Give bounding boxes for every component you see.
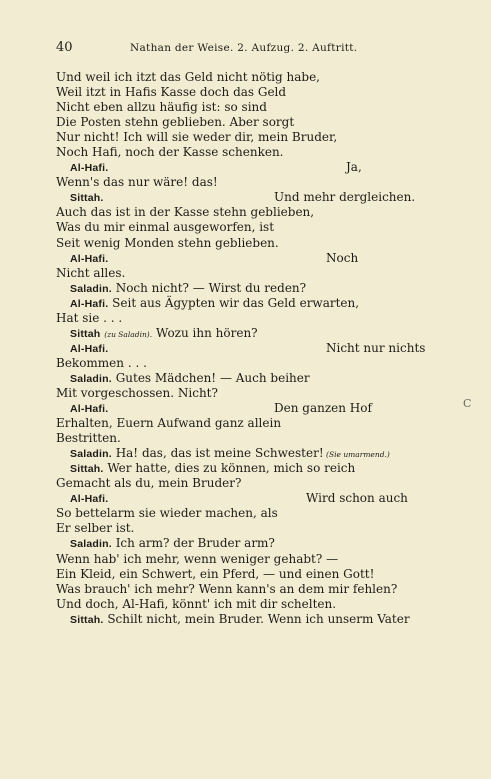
speech-line <box>56 296 476 311</box>
verse-text: Wer hatte, dies zu können, mich so reich <box>103 461 356 476</box>
verse-text: Nicht nur nichts <box>326 340 426 355</box>
speaker-name: Al-Hafi. <box>70 342 109 355</box>
speech-line <box>56 326 476 341</box>
margin-mark: C <box>463 397 472 410</box>
page-number: 40 <box>56 40 73 55</box>
speech-line <box>56 371 476 386</box>
verse-text: Wird schon auch <box>306 491 408 506</box>
verse-line: Seit wenig Monden stehn geblieben. <box>56 235 279 250</box>
speech-line <box>56 341 476 356</box>
verse-line: Nicht eben allzu häufig ist: so sind <box>56 100 267 115</box>
verse-line: Die Posten stehn geblieben. Aber sorgt <box>56 115 295 130</box>
speech-line <box>56 190 476 205</box>
speaker-name: Al-Hafi. <box>70 297 109 310</box>
verse-line: Noch Hafi, noch der Kasse schenken. <box>56 145 284 160</box>
speech-line <box>56 281 476 296</box>
speaker-name: Sittah <box>70 327 101 340</box>
verse-line: Bekommen . . . <box>56 355 147 370</box>
speech-line <box>56 536 476 551</box>
stage-direction: (Sie umarmend.) <box>323 450 390 460</box>
speech-line <box>56 461 476 476</box>
speech-line <box>56 251 476 266</box>
speaker-name: Saladin. <box>70 448 112 461</box>
verse-text: Seit aus Ägypten wir das Geld erwarten, <box>108 295 360 310</box>
verse-line: So bettelarm sie wieder machen, als <box>56 506 278 521</box>
running-head: Nathan der Weise. 2. Aufzug. 2. Auftritt. <box>130 42 358 54</box>
speaker-name: Saladin. <box>70 538 112 551</box>
verse-text: Noch nicht? — Wirst du reden? <box>111 280 307 295</box>
speaker-name: Al-Hafi. <box>70 252 109 265</box>
verse-line: Nur nicht! Ich will sie weder dir, mein Bruder, <box>56 130 338 145</box>
verse-line: Und weil ich itzt das Geld nicht nötig habe, <box>56 70 320 84</box>
speaker-name: Saladin. <box>70 372 112 385</box>
verse-line: Er selber ist. <box>56 521 135 536</box>
speaker-name: Sittah. <box>70 463 104 476</box>
verse-line: Gemacht als du, mein Bruder? <box>56 476 242 491</box>
speaker-name: Al-Hafi. <box>70 162 109 175</box>
verse-line: Wenn hab' ich mehr, wenn weniger gehabt? — <box>56 551 339 566</box>
verse-text: Gutes Mädchen! — Auch beiher <box>111 370 310 385</box>
verse-text: Noch <box>326 250 359 265</box>
verse-line: Ein Kleid, ein Schwert, ein Pferd, — und einen Gott! <box>56 566 375 581</box>
verse-text: Und mehr dergleichen. <box>274 190 416 205</box>
verse-text: Wozu ihn hören? <box>152 325 258 340</box>
verse-text: Ja, <box>346 160 362 175</box>
speech-line <box>56 446 476 461</box>
speech-line <box>56 401 476 416</box>
verse-line: Und doch, Al-Hafi, könnt' ich mit dir schelten. <box>56 596 337 611</box>
speaker-name: Al-Hafi. <box>70 403 109 416</box>
verse-line: Was brauch' ich mehr? Wenn kann's an dem mir fehlen? <box>56 581 398 596</box>
verse-line: Was du mir einmal ausgeworfen, ist <box>56 220 275 235</box>
speaker-name: Saladin. <box>70 282 112 295</box>
verse-text: Den ganzen Hof <box>274 401 372 416</box>
play-text <box>56 70 476 627</box>
speaker-name: Al-Hafi. <box>70 493 109 506</box>
speech-line <box>56 612 476 627</box>
verse-line: Erhalten, Euern Aufwand ganz allein <box>56 416 282 431</box>
verse-text: Schilt nicht, mein Bruder. Wenn ich unserm Vater <box>103 611 410 626</box>
speaker-name: Sittah. <box>70 192 104 205</box>
verse-line: Auch das ist in der Kasse stehn geblieben, <box>56 205 315 220</box>
speech-line <box>56 491 476 506</box>
stage-direction: (zu Saladin). <box>104 329 153 339</box>
verse-text: Ha! das, das ist meine Schwester! <box>111 446 324 461</box>
verse-line: Wenn's das nur wäre! das! <box>56 175 218 190</box>
verse-line: Hat sie . . . <box>56 310 123 325</box>
verse-line: Bestritten. <box>56 431 121 446</box>
speaker-name: Sittah. <box>70 613 104 626</box>
speech-line <box>56 160 476 175</box>
verse-text: Ich arm? der Bruder arm? <box>111 536 275 551</box>
verse-line: Nicht alles. <box>56 265 126 280</box>
page-header <box>56 40 456 60</box>
verse-line: Mit vorgeschossen. Nicht? <box>56 385 218 400</box>
verse-line: Weil itzt in Hafis Kasse doch das Geld <box>56 85 287 100</box>
